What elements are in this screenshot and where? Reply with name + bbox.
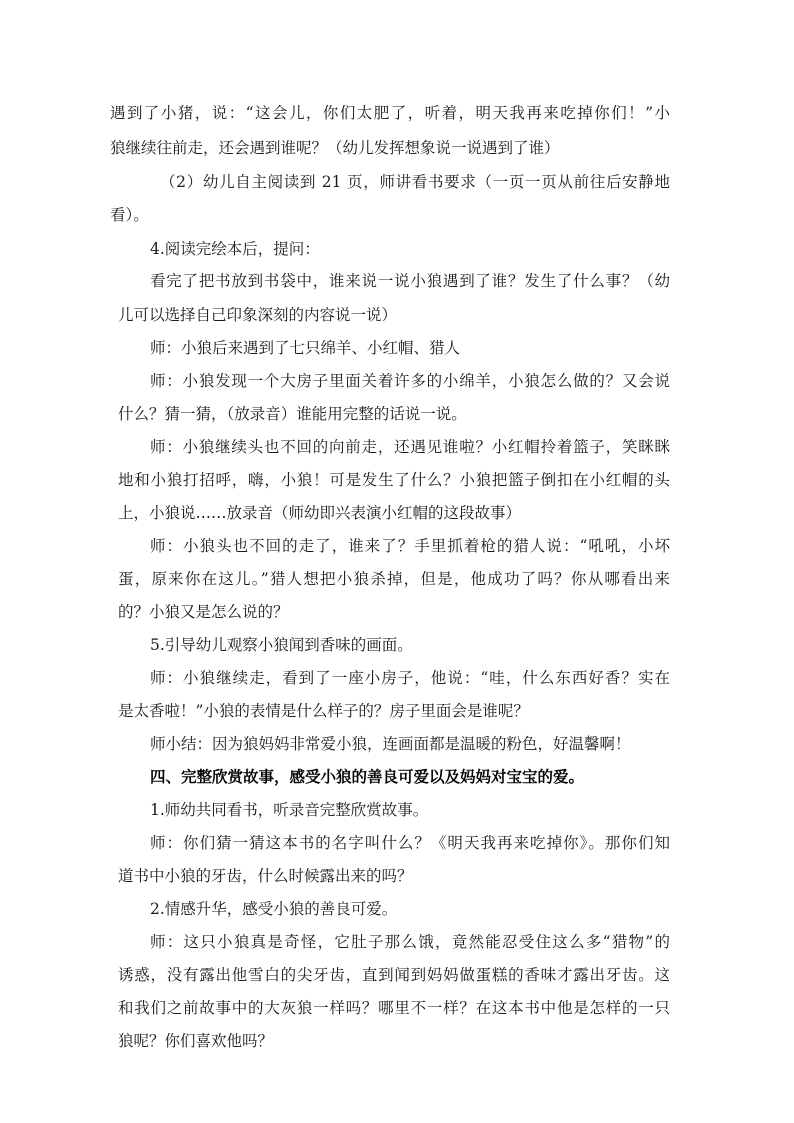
text-line: 上，小狼说……放录音（师幼即兴表演小红帽的这段故事） (118, 504, 522, 522)
chapter-heading: 四、完整欣赏故事，感受小狼的善良可爱以及妈妈对宝宝的爱。 (150, 767, 585, 786)
text-line: 和我们之前故事中的大灰狼一样吗？哪里不一样？在这本书中他是怎样的一只 (118, 999, 670, 1017)
text-line: 狼呢？你们喜欢他吗？ (118, 1032, 274, 1050)
text-line: 诱惑，没有露出他雪白的尖牙齿，直到闻到妈妈做蛋糕的香味才露出牙齿。这 (118, 966, 670, 984)
text-line: 遇到了小猪，说：“这会儿，你们太肥了，听着，明天我再来吃掉你们！”小 (110, 104, 670, 122)
section-heading: 5.引导幼儿观察小狼闻到香味的画面。 (150, 636, 413, 654)
text-line: 什么？猜一猜，（放录音）谁能用完整的话说一说。 (118, 405, 467, 423)
text-line: 师：这只小狼真是奇怪，它肚子那么饿，竟然能忍受住这么多“猎物”的 (150, 933, 670, 951)
text-line: 蛋，原来你在这儿。”猎人想把小狼杀掉，但是，他成功了吗？你从哪看出来 (118, 570, 670, 588)
text-line: 道书中小狼的牙齿，什么时候露出来的吗？ (118, 867, 413, 885)
text-line: 师：你们猜一猜这本书的名字叫什么？《明天我再来吃掉你》。那你们知 (150, 834, 670, 852)
section-heading: 4.阅读完绘本后，提问： (150, 240, 320, 258)
text-line: 的？小狼又是怎么说的？ (118, 603, 289, 621)
text-line: 师小结：因为狼妈妈非常爱小狼，连画面都是温暖的粉色，好温馨啊！ (150, 735, 631, 753)
text-line: 是太香啦！”小狼的表情是什么样子的？房子里面会是谁呢？ (118, 702, 529, 720)
section-heading: 1.师幼共同看书，听录音完整欣赏故事。 (150, 801, 429, 819)
section-heading: 2.情感升华，感受小狼的善良可爱。 (150, 900, 398, 918)
text-line: 狼继续往前走，还会遇到谁呢？（幼儿发挥想象说一说遇到了谁） (110, 139, 560, 157)
text-line: 师：小狼发现一个大房子里面关着许多的小绵羊，小狼怎么做的？又会说 (150, 372, 670, 390)
text-line: （2）幼儿自主阅读到 21 页，师讲看书要求（一页一页从前往后安静地 (160, 173, 670, 191)
text-line: 师：小狼头也不回的走了，谁来了？手里抓着枪的猎人说：“吼吼，小坏 (150, 537, 670, 555)
text-line: 师：小狼后来遇到了七只绵羊、小红帽、猎人 (150, 339, 461, 357)
text-line: 儿可以选择自己印象深刻的内容说一说） (118, 306, 398, 324)
text-line: 师：小狼继续走，看到了一座小房子，他说：“哇，什么东西好香？实在 (150, 669, 670, 687)
text-line: 地和小狼打招呼，嗨，小狼！可是发生了什么？小狼把篮子倒扣在小红帽的头 (118, 471, 670, 489)
text-line: 师：小狼继续头也不回的向前走，还遇见谁啦？小红帽拎着篮子，笑眯眯 (150, 438, 670, 456)
text-line: 看）。 (110, 206, 149, 224)
text-line: 看完了把书放到书袋中，谁来说一说小狼遇到了谁？发生了什么事？（幼 (150, 272, 670, 290)
